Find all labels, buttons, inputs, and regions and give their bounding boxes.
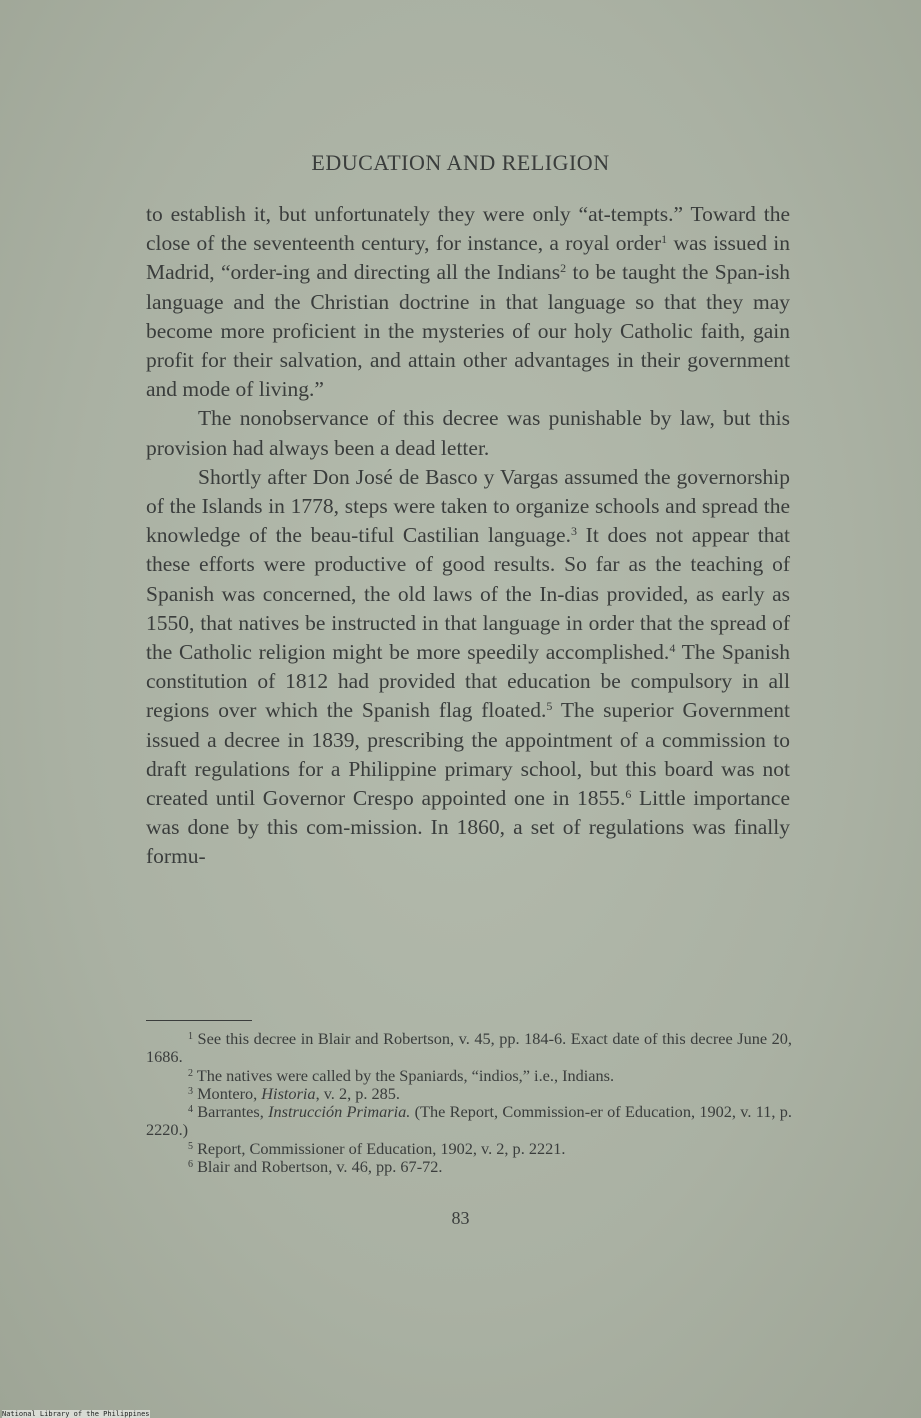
footnote-5-number: 5 <box>188 1140 193 1152</box>
paragraph-2: The nonobservance of this decree was punishable by law, but this provision had always been a dead letter. <box>146 406 790 460</box>
footnote-ref-6: 6 <box>625 787 632 802</box>
footnote-ref-3: 3 <box>570 524 577 539</box>
body-text <box>146 200 790 872</box>
footnote-6 <box>146 1158 792 1176</box>
footnote-ref-4: 4 <box>669 641 676 656</box>
footnote-3-title: Historia <box>261 1083 316 1103</box>
footnote-3-text: Montero, <box>193 1083 262 1103</box>
footnote-ref-1: 1 <box>661 232 668 247</box>
footnote-4-title: Instrucción Primaria. <box>268 1102 411 1122</box>
paragraph-3-text-c: The Spanish constitution of 1812 had provided that education be compulsory in all regions over which the Spanish flag floated. <box>146 640 790 723</box>
paragraph-3-text-a: Shortly after Don José de Basco y Vargas assumed the governorship of the Islands in 1778, steps were taken to organize schools and spread the knowledge of the beau-tiful Castilian language. <box>146 464 790 548</box>
library-credit: National Library of the Philippines <box>2 1410 150 1418</box>
paragraph-3-text-d: The superior Government issued a decree in 1839, prescribing the appointment of a commission to draft regulations for a Philippine primary school, but this board was not created until Governor Crespo appointed one in 1855. <box>146 698 790 811</box>
footnote-4 <box>146 1103 792 1140</box>
footnote-2-text: The natives were called by the Spaniards, “indios,” i.e., Indians. <box>193 1065 615 1085</box>
paragraph-3-text-e: Little importance was done by this com-mission. In 1860, a set of regulations was finally formu- <box>146 786 790 869</box>
footnote-4-number: 4 <box>188 1104 193 1116</box>
paragraph-1-text-b: was issued in Madrid, “order-ing and directing all the Indians <box>146 231 790 285</box>
footnote-2-number: 2 <box>188 1067 193 1079</box>
footnote-1-number: 1 <box>188 1031 193 1042</box>
footnote-2 <box>146 1067 792 1085</box>
running-header: EDUCATION AND RELIGION <box>311 150 610 175</box>
footnote-divider <box>146 1020 252 1021</box>
page-number: 83 <box>451 1208 470 1228</box>
footnote-3 <box>146 1085 792 1103</box>
footnote-3-number: 3 <box>188 1085 193 1097</box>
paragraph-3-text-b: It does not appear that these efforts were productive of good results. So far as the teaching of Spanish was concerned, the old laws of the In-dias provided, as early as 1550, that natives be instructed in that language in order that the spread of the Catholic religion might be more speedily accomplished. <box>146 523 791 665</box>
footnote-1 <box>146 1030 792 1067</box>
footnote-5 <box>146 1140 792 1158</box>
footnote-3-citation: , v. 2, p. 285. <box>315 1083 400 1103</box>
footnote-ref-5: 5 <box>546 699 553 714</box>
footnote-6-text: Blair and Robertson, v. 46, pp. 67-72. <box>193 1157 443 1177</box>
footnote-4-text: Barrantes, <box>193 1102 269 1122</box>
footnote-5-text: Report, Commissioner of Education, 1902, v. 2, p. 2221. <box>193 1138 566 1158</box>
footnote-1-text: See this decree in Blair and Robertson, v. 45, pp. 184-6. Exact date of this decree June 20, 1686. <box>146 1029 792 1067</box>
footnote-6-number: 6 <box>188 1159 193 1171</box>
footnote-4-citation: (The Report, Commission-er of Education, 1902, v. 11, p. 2220.) <box>146 1102 793 1140</box>
paragraph-1-text-a: to establish it, but unfortunately they were only “at-tempts.” Toward the close of the seventeenth century, for instance, a royal order <box>146 202 790 256</box>
paragraph-1 <box>146 200 790 404</box>
paragraph-1-text-c: to be taught the Span-ish language and the Christian doctrine in that language so that they may become more proficient in the mysteries of our holy Catholic faith, gain profit for their salvation, and attain other advantages in their government and mode of living.” <box>146 260 790 402</box>
footnote-ref-2: 2 <box>560 261 567 276</box>
paragraph-3 <box>146 463 790 872</box>
footnotes <box>146 1030 792 1176</box>
